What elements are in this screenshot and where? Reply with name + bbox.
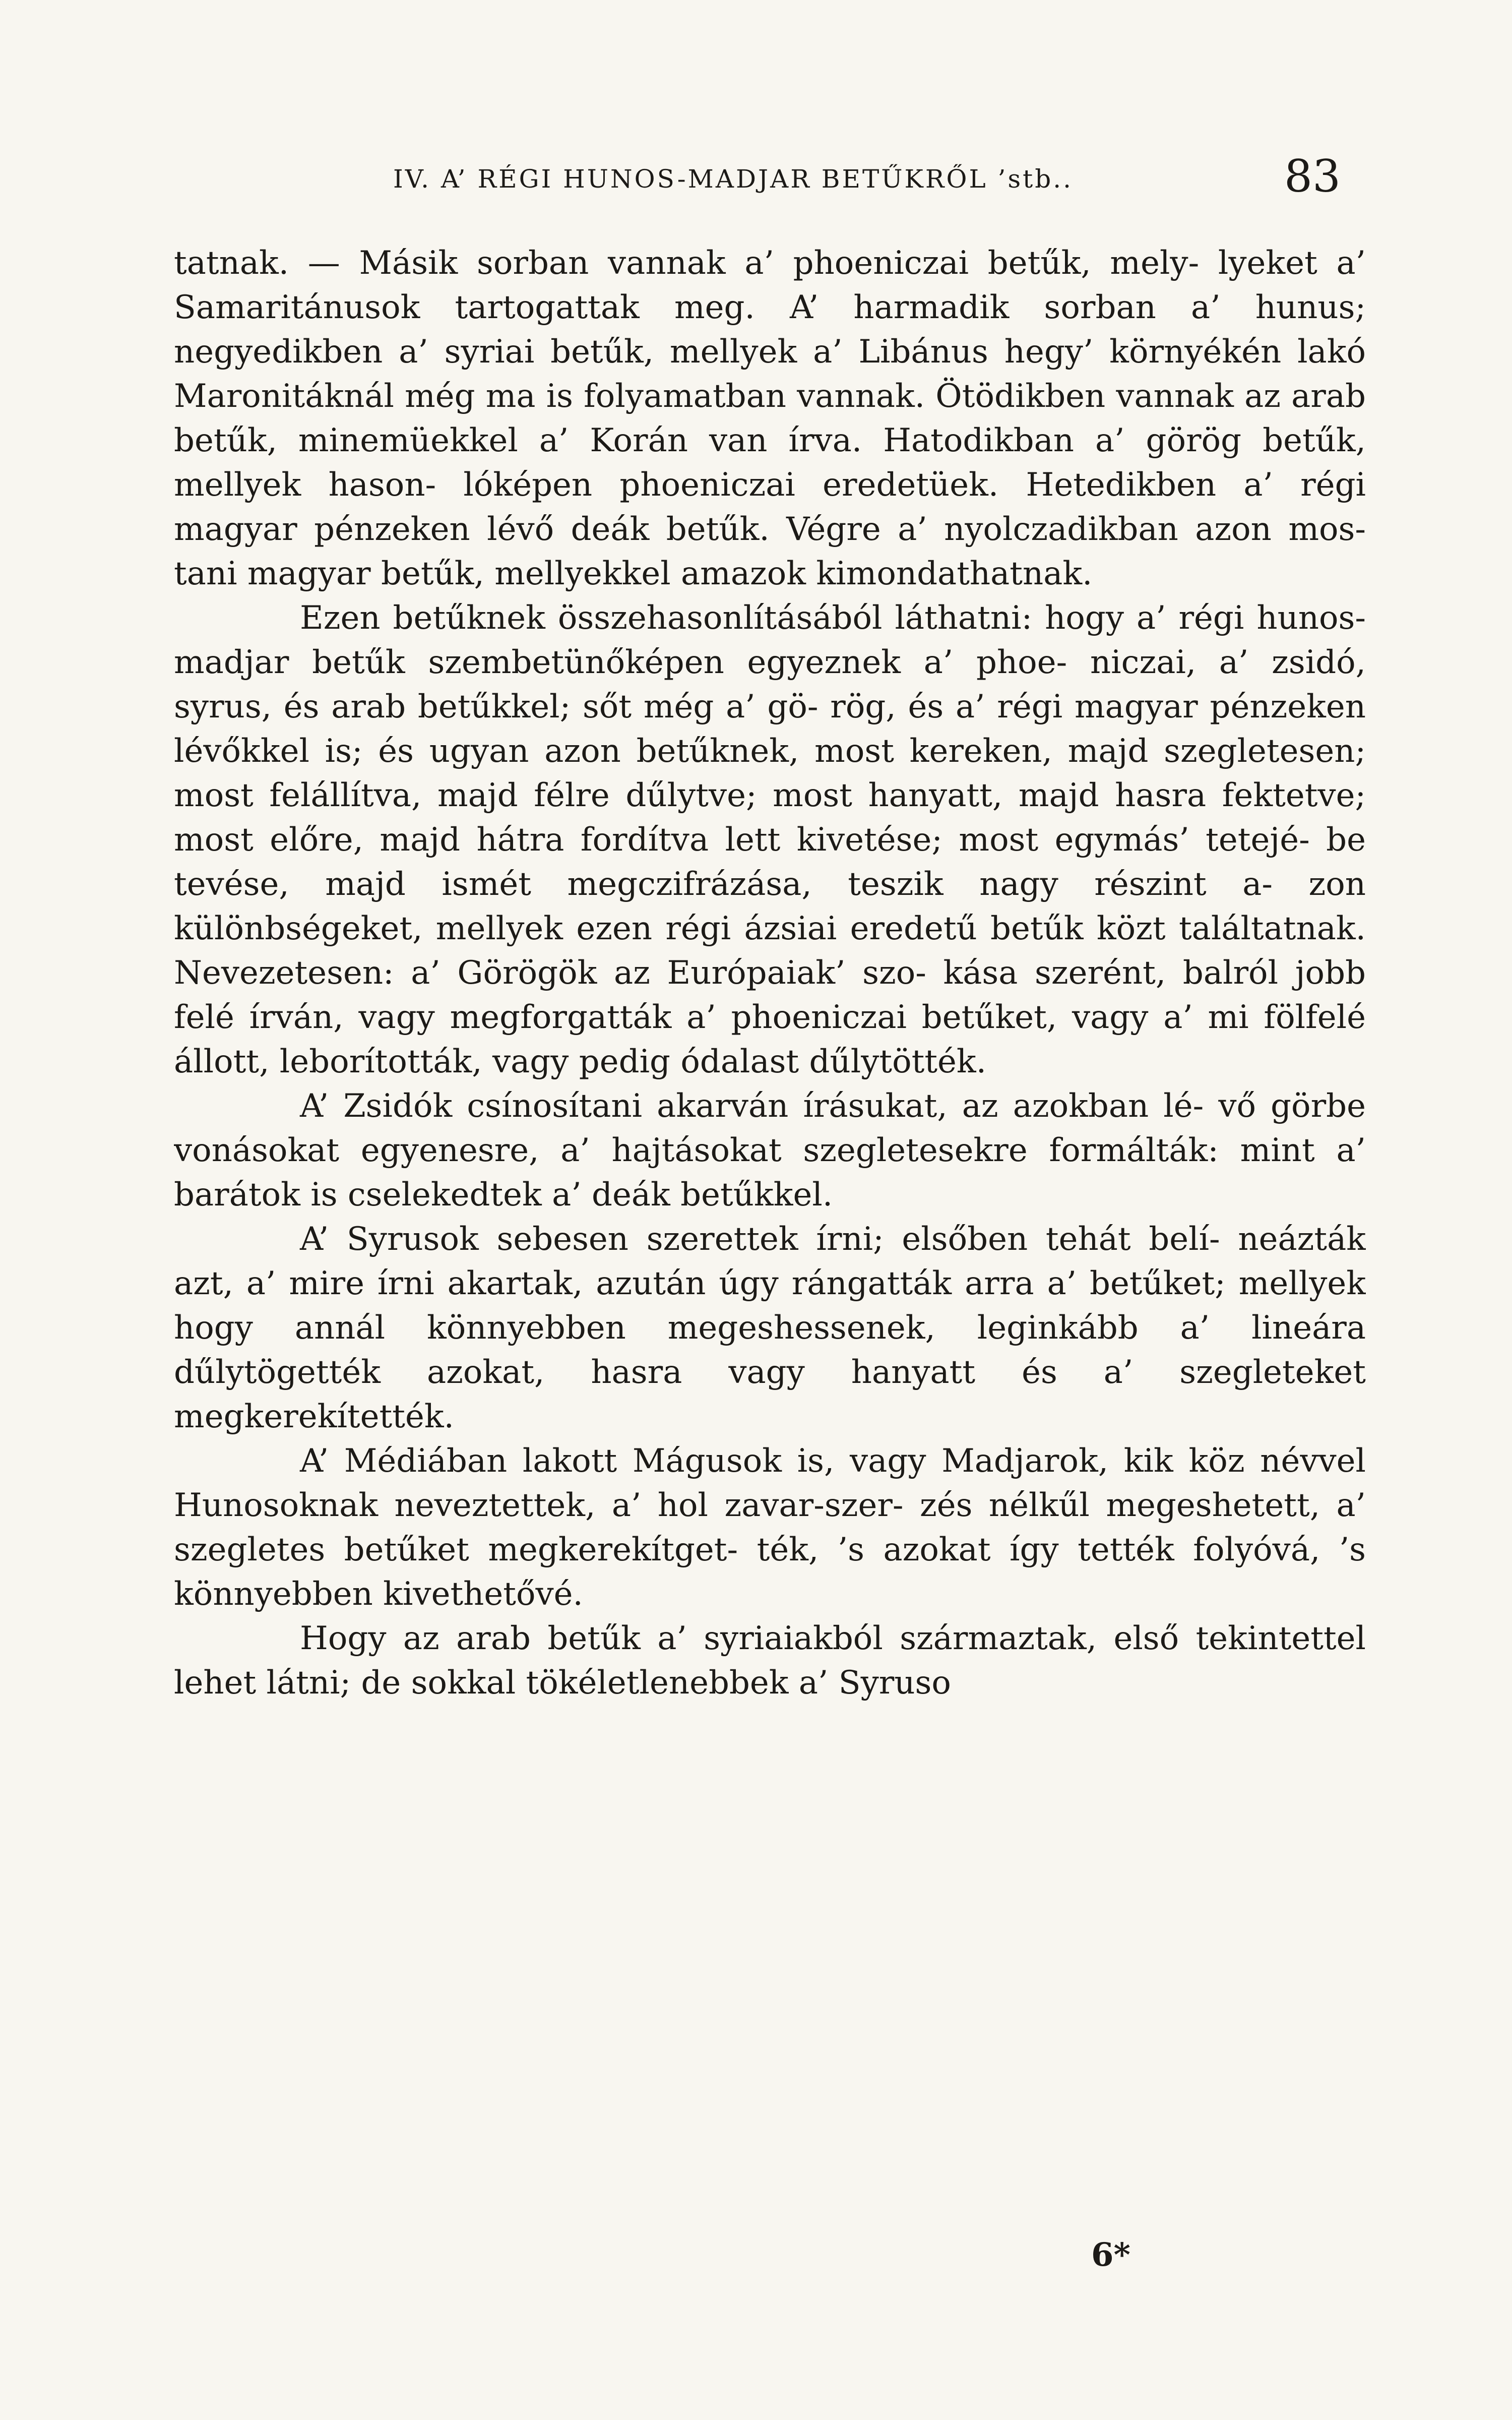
page-number: 83 bbox=[1284, 150, 1341, 202]
paragraph-2: Ezen betűknek összehasonlításából láthatni: hogy a’ régi hunos-madjar betűk szembetünőképen egyeznek a’ phoe- niczai, a’ zsidó, syrus, és arab betűkkel; sőt még a’ gö- rög, és a’ régi magyar pénzeken lévőkkel is; és ugyan azon betűknek, most kereken, majd szegletesen; most felállítva, majd félre dűlytve; most hanyatt, majd hasra fektetve; most előre, majd hátra fordítva lett kivetése; most egymás’ tetejé- be tevése, majd ismét megczifrázása, teszik nagy részint a- zon különbségeket, mellyek ezen régi ázsiai eredetű betűk közt találtatnak. Nevezetesen: a’ Görögök az Európaiak’ szo- kása szerént, balról jobb felé írván, vagy megforgatták a’ phoeniczai betűket, vagy a’ mi fölfelé állott, leborították, vagy pedig ódalast dűlytötték. bbox=[174, 599, 1366, 1080]
body-text bbox=[174, 241, 1366, 2237]
paragraph-3: A’ Zsidók csínosítani akarván írásukat, az azokban lé- vő görbe vonásokat egyenesre, a’ hajtásokat szegletesekre formálták: mint a’ barátok is cselekedtek a’ deák betűkkel. bbox=[174, 1087, 1366, 1214]
paragraph-1: tatnak. — Másik sorban vannak a’ phoeniczai betűk, mely- lyeket a’ Samaritánusok tartogattak meg. A’ harmadik sorban a’ hunus; negyedikben a’ syriai betűk, mellyek a’ Libánus hegy’ környékén lakó Maronitáknál még ma is folyamatban vannak. Ötödikben vannak az arab betűk, minemüekkel a’ Korán van írva. Hatodikban a’ görög betűk, mellyek hason- lóképen phoeniczai eredetüek. Hetedikben a’ régi magyar pénzeken lévő deák betűk. Végre a’ nyolczadikban azon mos- tani magyar betűk, mellyekkel amazok kimondathatnak. bbox=[174, 245, 1366, 592]
signature-mark: 6* bbox=[1091, 2236, 1130, 2274]
page-header bbox=[212, 150, 1341, 210]
paragraph-6: Hogy az arab betűk a’ syriaiakból származtak, első tekintettel lehet látni; de sokkal tökéletlenebbek a’ Syruso bbox=[174, 1620, 1366, 1702]
paragraph-4: A’ Syrusok sebesen szerettek írni; elsőben tehát belí- neázták azt, a’ mire írni akartak, azután úgy rángatták arra a’ betűket; mellyek hogy annál könnyebben megeshessenek, leginkább a’ lineára dűlytögették azokat, hasra vagy hanyatt és a’ szegleteket megkerekítették. bbox=[174, 1221, 1366, 1435]
paragraph-5: A’ Médiában lakott Mágusok is, vagy Madjarok, kik köz névvel Hunosoknak neveztettek, a’ hol zavar-szer- zés nélkűl megeshetett, a’ szegletes betűket megkerekítget- ték, ’s azokat így tették folyóvá, ’s könnyebben kivethetővé. bbox=[174, 1442, 1366, 1613]
running-head: IV. A’ RÉGI HUNOS-MADJAR BETŰKRŐL ’stb.. bbox=[393, 164, 1073, 194]
